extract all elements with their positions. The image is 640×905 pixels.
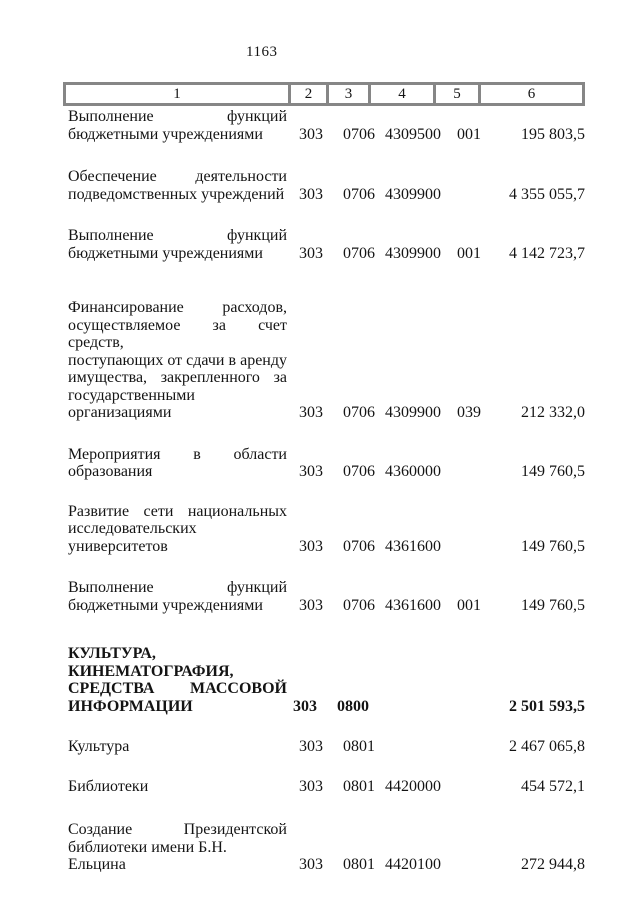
row-name [63,738,290,756]
budget-table [63,82,585,874]
code-section-subsection: 0800 [337,697,369,715]
column-header-6: 6 [478,85,582,103]
row-name-line: образования [68,463,153,480]
amount: 149 760,5 [521,537,585,555]
code-target-item: 4420000 [385,777,441,795]
amount: 272 944,8 [521,856,585,873]
row-name [63,645,290,715]
table-row-section [63,645,585,715]
amount: 2 467 065,8 [509,738,585,755]
row-name [63,778,290,796]
row-name [63,299,290,422]
row-name-line: Библиотеки [68,777,149,795]
amount: 149 760,5 [521,463,585,480]
row-name [63,821,290,874]
code-chapter: 303 [299,738,323,755]
code-target-item: 4309900 [385,404,441,421]
code-expense-type: 001 [457,125,481,143]
row-name-line: Выполнение функций [68,227,287,244]
code-target-item: 4420100 [385,856,441,873]
row-name-line: Культура [68,738,130,755]
code-chapter: 303 [299,856,323,873]
column-header-3: 3 [326,85,368,103]
row-name-line: бюджетными учреждениями [68,596,263,614]
code-chapter: 303 [299,596,323,614]
row-name-line: поступающих от сдачи в аренду [68,351,287,369]
table-header-row [63,82,585,106]
row-name-line: библиотеки имени Б.Н. Ельцина [68,838,227,873]
amount: 4 142 723,7 [509,244,585,262]
code-target-item: 4361600 [385,596,441,614]
code-section-subsection: 0706 [343,463,375,480]
table-row [63,821,585,874]
row-name [63,227,290,262]
row-name-line: исследовательских [68,520,197,537]
table-row [63,579,585,614]
code-chapter: 303 [299,244,323,262]
row-name-line: КУЛЬТУРА, [68,645,156,662]
code-section-subsection: 0801 [343,777,375,795]
row-name [63,503,290,556]
amount: 4 355 055,7 [509,185,585,203]
amount: 195 803,5 [521,125,585,143]
column-header-5: 5 [433,85,478,103]
row-name-line: Выполнение функций [68,108,287,125]
code-section-subsection: 0801 [343,856,375,873]
code-expense-type: 001 [457,244,481,262]
code-section-subsection: 0706 [343,404,375,421]
code-target-item: 4309900 [385,244,441,262]
row-name-line: имущества, закрепленного за [68,369,287,386]
column-header-2: 2 [288,85,326,103]
code-chapter: 303 [299,404,323,421]
code-target-item: 4360000 [385,463,441,480]
column-header-4: 4 [368,85,433,103]
row-name-line: Обеспечение деятельности [68,168,287,185]
code-chapter: 303 [293,697,317,715]
table-row [63,108,585,143]
code-chapter: 303 [299,125,323,143]
row-name-line: осуществляемое за счет средств, [68,316,287,351]
code-section-subsection: 0801 [343,738,375,755]
table-row [63,778,585,796]
amount: 212 332,0 [521,404,585,421]
code-chapter: 303 [299,463,323,480]
code-target-item: 4361600 [385,537,441,555]
row-name-line: КИНЕМАТОГРАФИЯ, [68,662,234,680]
row-name-line: государственными [68,386,195,404]
row-name-line: ИНФОРМАЦИИ [68,697,193,715]
page-number: 1163 [246,44,278,60]
table-row [63,227,585,262]
code-expense-type: 039 [457,404,481,421]
code-section-subsection: 0706 [343,125,375,143]
row-name-line: организациями [68,404,172,421]
code-section-subsection: 0706 [343,537,375,555]
table-row [63,503,585,556]
row-name-line: бюджетными учреждениями [68,125,263,143]
amount: 149 760,5 [521,596,585,614]
amount: 2 501 593,5 [509,697,585,715]
code-section-subsection: 0706 [343,185,375,203]
row-name-line: СРЕДСТВА МАССОВОЙ [68,680,287,697]
row-name-line: подведомственных учреждений [68,185,285,203]
row-name-line: Выполнение функций [68,579,287,596]
row-name-line: университетов [68,537,168,555]
amount: 454 572,1 [521,777,585,795]
code-chapter: 303 [299,777,323,795]
table-row [63,446,585,481]
row-name [63,108,290,143]
row-name [63,579,290,614]
code-target-item: 4309500 [385,125,441,143]
table-row [63,299,585,422]
row-name-line: Мероприятия в области [68,445,287,463]
row-name-line: бюджетными учреждениями [68,244,263,262]
code-section-subsection: 0706 [343,244,375,262]
code-chapter: 303 [299,185,323,203]
code-target-item: 4309900 [385,185,441,203]
code-section-subsection: 0706 [343,596,375,614]
code-chapter: 303 [299,537,323,555]
row-name-line: Развитие сети национальных [68,502,287,520]
table-row [63,738,585,756]
code-expense-type: 001 [457,596,481,614]
table-row [63,168,585,203]
row-name [63,168,290,203]
row-name-line: Финансирование расходов, [68,299,287,316]
table-body [63,108,585,874]
row-name [63,446,290,481]
column-header-1: 1 [173,86,181,102]
row-name-line: Создание Президентской [68,821,287,838]
